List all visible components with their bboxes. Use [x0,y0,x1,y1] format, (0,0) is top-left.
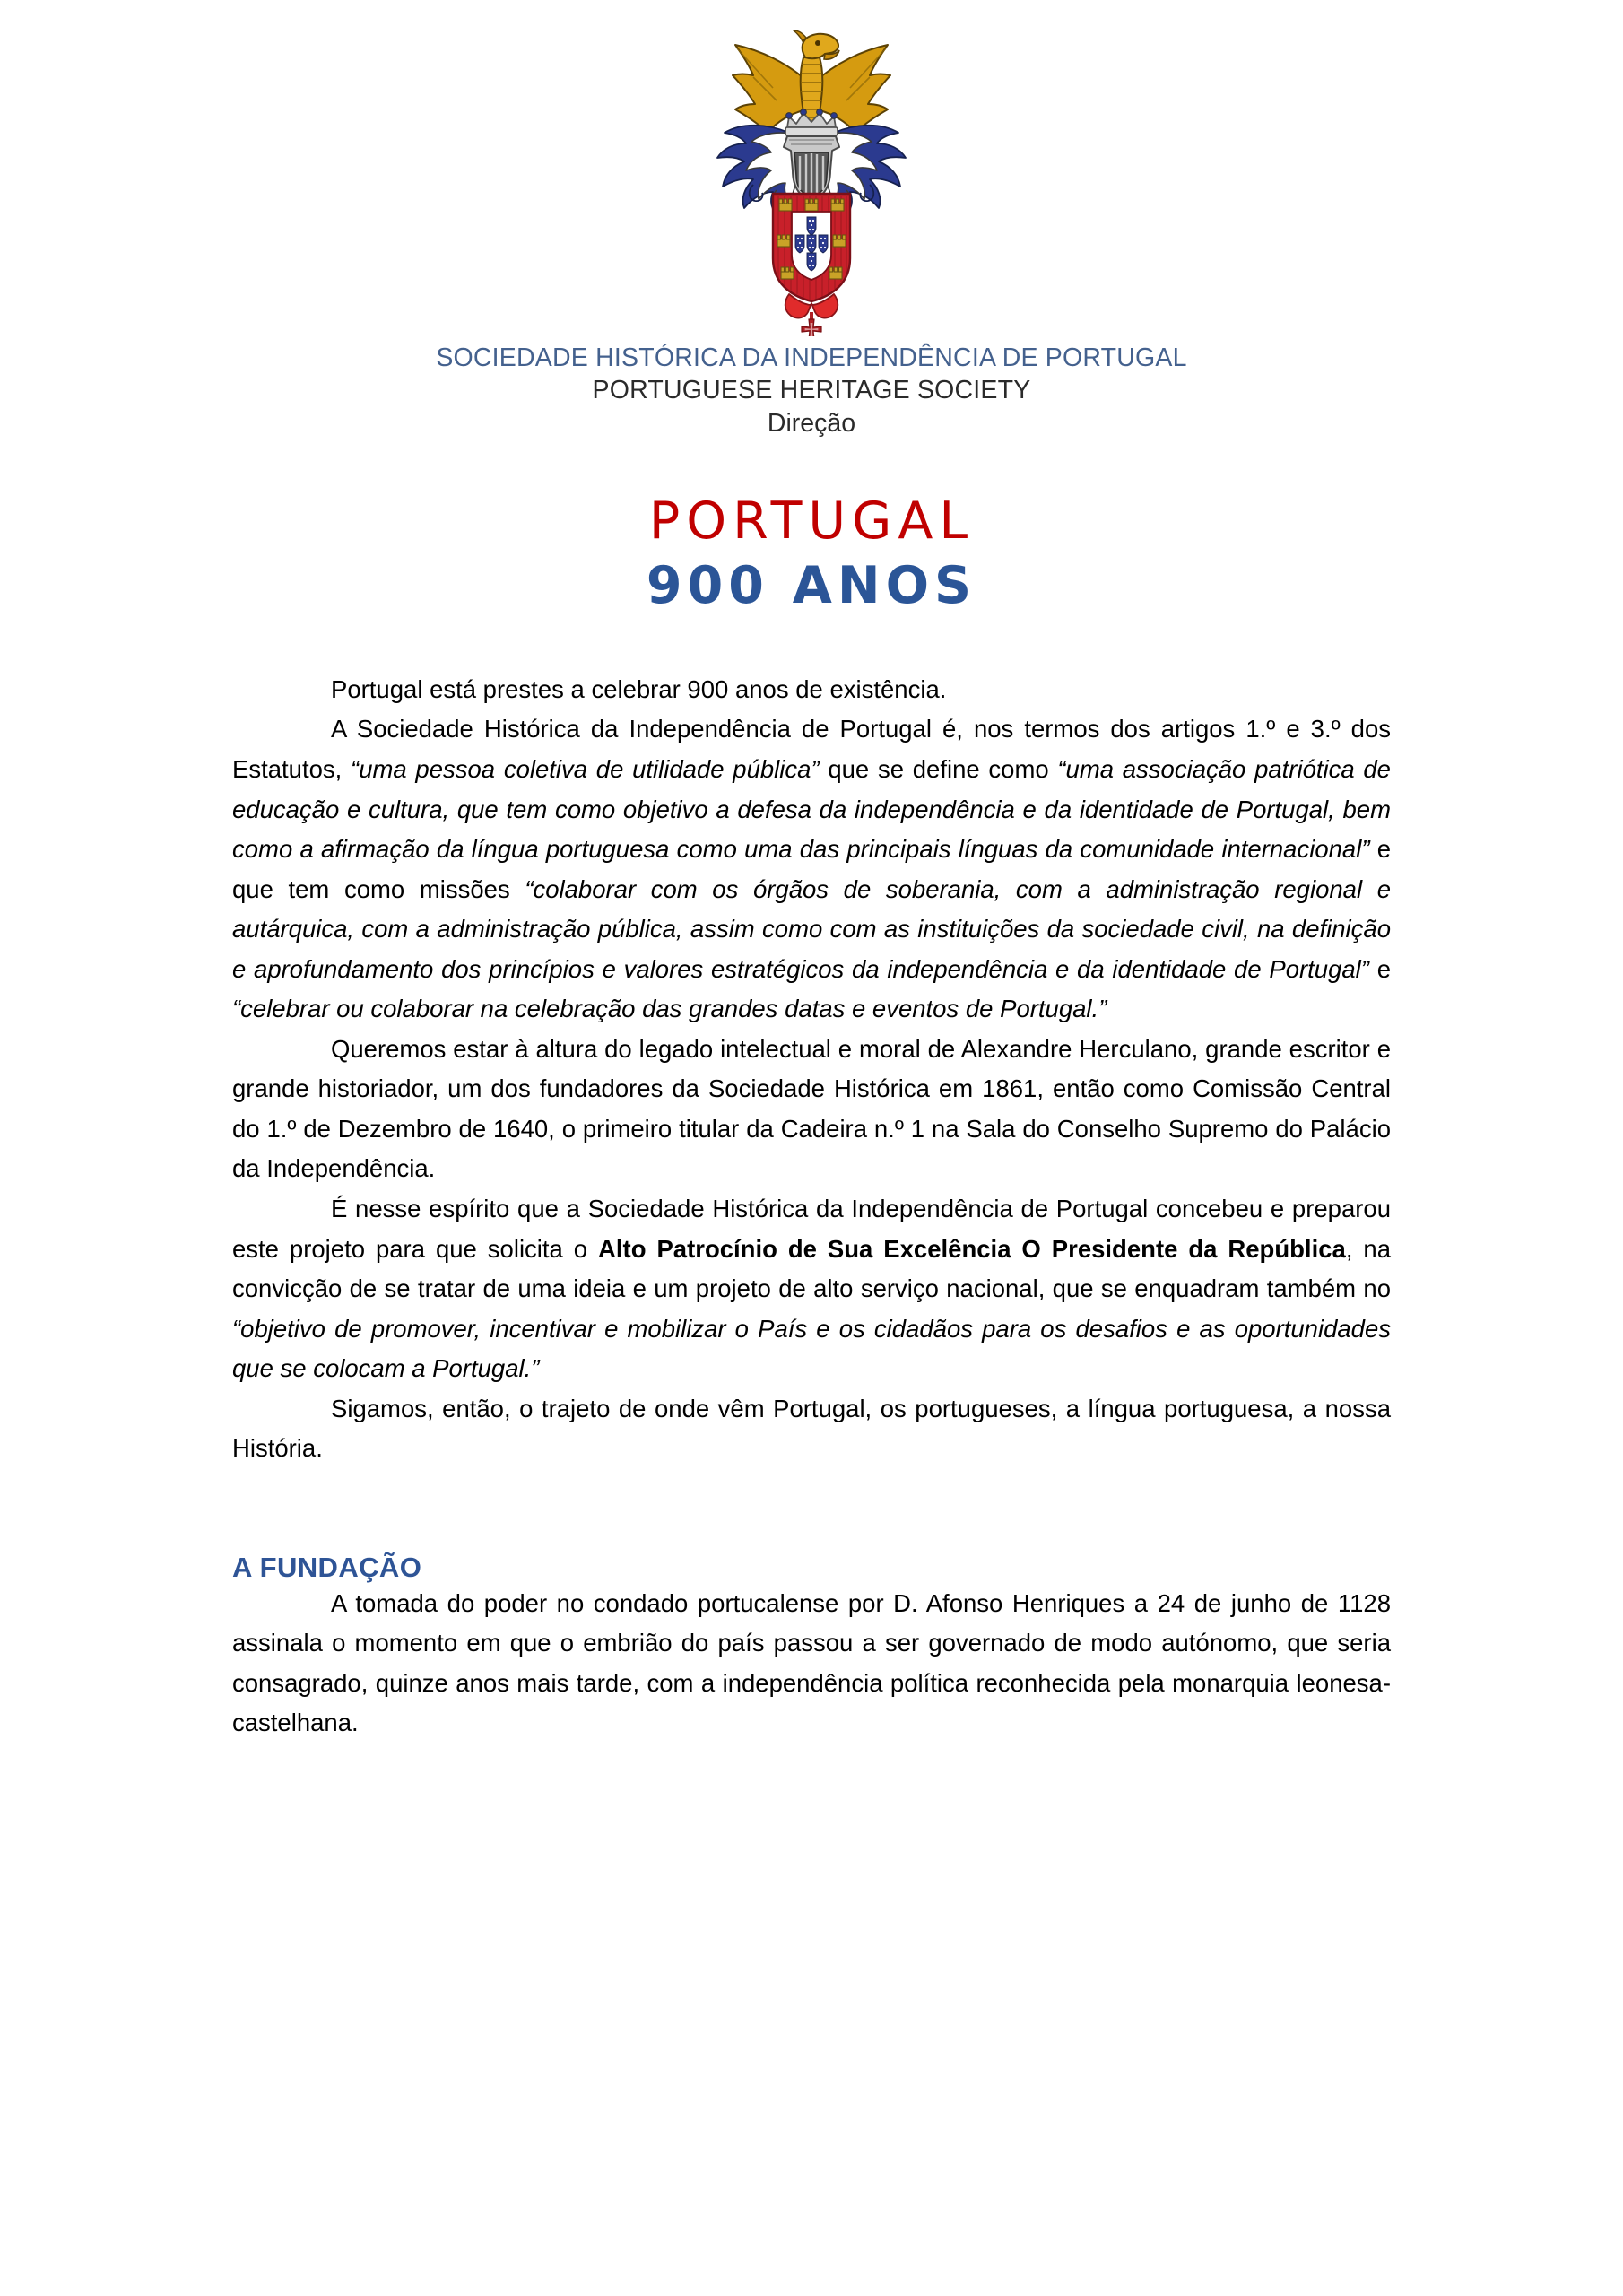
organization-department: Direção [767,408,856,438]
statutes-text-2: que se define como [819,755,1058,783]
section-heading-a-fundacao: A FUNDAÇÃO [232,1551,422,1583]
statutes-text-1: A Sociedade Histórica da Independência de Portugal é, nos termos dos artigos 1.º e 3.º dos Estatutos, [232,715,1391,783]
dragon-crest-icon [733,30,890,133]
document-title [0,491,1623,616]
statutes-text-3: e que tem como missões [232,835,1391,903]
statutes-quote-1: “uma pessoa coletiva de utilidade pública” [351,755,820,783]
organization-name-pt: SOCIEDADE HISTÓRICA DA INDEPENDÊNCIA DE PORTUGAL [436,344,1187,372]
paragraph-herculano-text: Queremos estar à altura do legado intelectual e moral de Alexandre Herculano, grande escritor e grande historiador, um dos fundadores da Sociedade Histórica em 1861, então como Comissão Central do 1.º de Dezembro de 1640, o primeiro titular da Cadeira n.º 1 na Sala do Conselho Supremo do Palácio da Independência. [232,1034,1391,1183]
document-body [232,670,1391,1744]
letterhead [0,0,1623,439]
statutes-quote-2: “uma associação patriótica de educação e cultura, que tem como objetivo a defesa da independência e da identidade de Portugal, bem como a afirmação da língua portuguesa como uma das principais línguas da comunidade internacional” [232,755,1391,864]
organization-name-en: PORTUGUESE HERITAGE SOCIETY [592,376,1031,405]
paragraph-intro-text: Portugal está prestes a celebrar 900 anos de existência. [331,674,947,703]
statutes-quote-3: “colaborar com os órgãos de soberania, com a administração regional e autárquica, com a administração pública, assim como com as instituições da sociedade civil, na definição e aprofundamento dos princípios e valores estratégicos da independência e da identidade de Portugal” [232,874,1391,983]
paragraph-closing [232,1389,1391,1469]
statutes-quote-4: “celebrar ou colaborar na celebração das grandes datas e eventos de Portugal.” [232,995,1107,1023]
patronage-text-1: É nesse espírito que a Sociedade Histórica da Independência de Portugal concebeu e preparou este projeto para que solicita o [232,1195,1391,1263]
title-line-portugal: PORTUGAL [648,491,975,552]
title-line-900-anos: 900 ANOS [646,555,977,615]
statutes-text-4: e [1368,954,1391,983]
paragraph-herculano [232,1030,1391,1189]
paragraph-fundacao-text: A tomada do poder no condado portucalense por D. Afonso Henriques a 24 de junho de 1128 assinala o momento em que o embrião do país passou a ser governado de modo autónomo, que seria consagrado, quinze anos mais tarde, com a independência política reconhecida pela monarquia leonesa-castelhana. [232,1588,1391,1737]
shield-icon [773,194,850,301]
paragraph-fundacao [232,1584,1391,1744]
paragraph-closing-text: Sigamos, então, o trajeto de onde vêm Portugal, os portugueses, a língua portuguesa, a nossa História. [232,1394,1391,1463]
patronage-bold-phrase: Alto Patrocínio de Sua Excelência O Presidente da República [598,1234,1346,1263]
crest-icon [690,27,933,336]
paragraph-statutes [232,709,1391,1029]
patronage-text-2: , na convicção de se tratar de uma ideia e um projeto de alto serviço nacional, que se enquadram também no [232,1234,1391,1303]
coat-of-arms-crest [690,27,933,336]
paragraph-patronage [232,1189,1391,1389]
paragraph-intro [232,670,1391,710]
patronage-quote: “objetivo de promover, incentivar e mobilizar o País e os cidadãos para os desafios e as oportunidades que se colocam a Portugal.” [232,1314,1391,1383]
